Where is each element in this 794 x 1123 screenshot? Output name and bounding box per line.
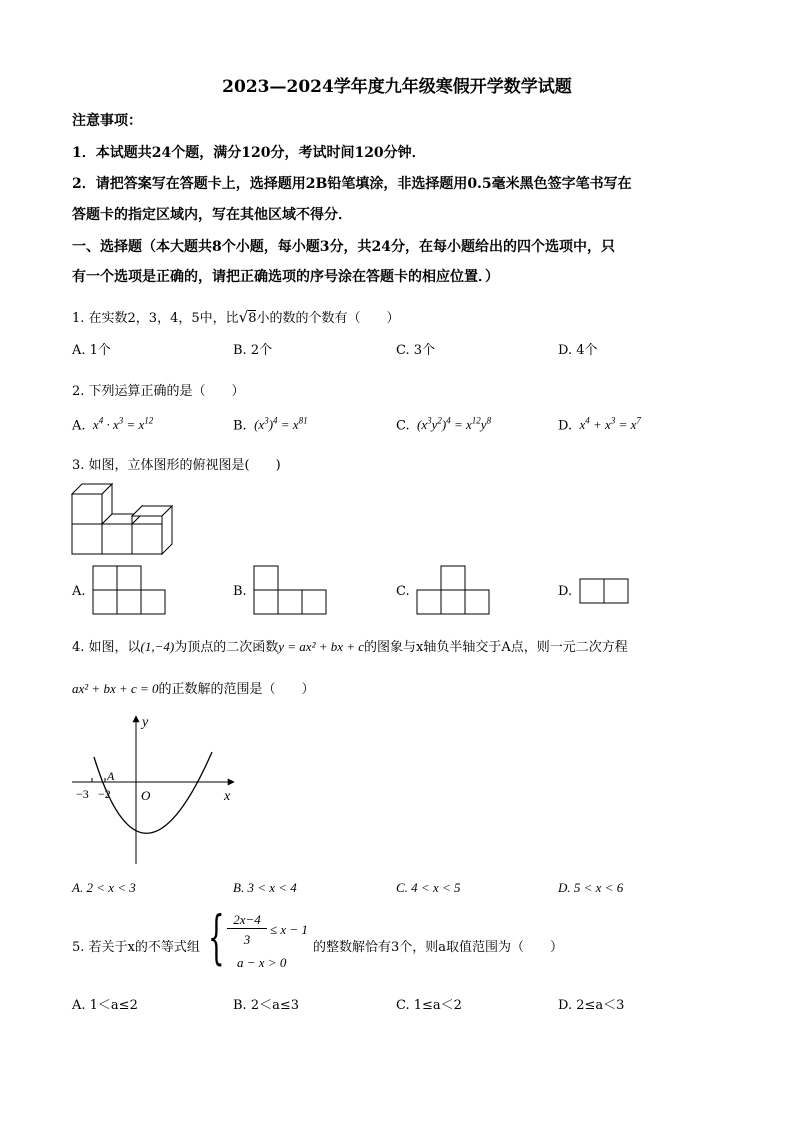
q1-option-b[interactable]: B. 2个	[233, 343, 273, 358]
question-1-radicand: 8	[248, 311, 257, 326]
q5-ineq1-denominator: 3	[243, 932, 251, 947]
q4-equation: ax² + bx + c = 0	[72, 681, 159, 696]
q5-option-a[interactable]: A. 1＜a≤2	[72, 998, 138, 1013]
sqrt-symbol: √	[238, 308, 249, 326]
cube-front-face	[72, 494, 102, 524]
page-title: 2023—2024学年度九年级寒假开学数学试题	[222, 77, 572, 97]
q1-option-c[interactable]: C. 3个	[396, 343, 436, 358]
q2-option-a[interactable]	[72, 416, 153, 433]
q2-option-a-label: A.	[72, 418, 86, 434]
question-4-line-2	[72, 678, 315, 697]
q2-option-b-expr: $(x^3)^4 = x^{81}$	[250, 416, 308, 433]
question-3: 3. 如图，立体图形的俯视图是( )	[72, 458, 281, 473]
q2-option-d-expr: $x^4 + x^3 = x^7$	[576, 416, 641, 433]
q2-option-c-label: C.	[396, 418, 410, 434]
q4-line1-suffix: 的图象与x轴负半轴交于A点，则一元二次方程	[364, 640, 628, 655]
q5-option-b[interactable]: B. 2＜a≤3	[233, 998, 300, 1013]
section-1-line-1: 一、选择题（本大题共8个小题，每小题3分，共24分，在每小题给出的四个选项中，只	[72, 239, 615, 255]
q1-option-d[interactable]: D. 4个	[558, 343, 598, 358]
q3-option-a-figure	[93, 566, 167, 616]
tick-label-neg3: −3	[76, 787, 89, 801]
cube-front-face	[132, 524, 162, 554]
cube-front-face	[102, 524, 132, 554]
question-1-prefix: 1. 在实数2，3，4，5中，比	[72, 311, 239, 326]
q5-suffix: 的整数解恰有3个，则a取值范围为（ ）	[313, 940, 564, 955]
tick-label-neg2: −2	[98, 787, 111, 801]
q4-option-a[interactable]: A. 2 < x < 3	[72, 880, 136, 895]
q3-option-b-figure	[254, 566, 328, 616]
q3-option-b[interactable]: B.	[233, 584, 247, 599]
q3-option-c-figure	[417, 566, 491, 616]
q3-solid-figure	[72, 480, 182, 560]
q2-option-b-label: B.	[233, 418, 247, 434]
q5-option-c[interactable]: C. 1≤a＜2	[396, 998, 462, 1013]
q4-line2-suffix: 的正数解的范围是（ ）	[158, 682, 315, 697]
q2-option-b[interactable]	[233, 416, 308, 433]
notes-item-1: 1．本试题共24个题，满分120分，考试时间120分钟．	[72, 145, 426, 161]
q5-option-d[interactable]: D. 2≤a＜3	[558, 998, 625, 1013]
q4-mid: 为顶点的二次函数	[174, 640, 279, 655]
q5-ineq1-numerator: 2x−4	[227, 912, 267, 929]
question-4-line-1	[72, 636, 628, 655]
q4-option-b[interactable]: B. 3 < x < 4	[233, 880, 297, 895]
left-brace: {	[208, 903, 225, 971]
q4-prefix: 4. 如图，以	[72, 640, 141, 655]
q2-option-c[interactable]	[396, 416, 491, 433]
q4-option-d[interactable]: D. 5 < x < 6	[558, 880, 624, 895]
parabola-curve	[94, 752, 212, 833]
section-1-line-2: 有一个选项是正确的，请把正确选项的序号涂在答题卡的相应位置．）	[72, 269, 499, 285]
question-1-suffix: 小的数的个数有（ ）	[256, 311, 400, 326]
cube-front-face	[72, 524, 102, 554]
notes-heading: 注意事项：	[72, 113, 142, 129]
notes-item-2-line-2: 答题卡的指定区域内，写在其他区域不得分．	[72, 207, 352, 223]
q3-option-d[interactable]: D.	[558, 584, 573, 599]
q5-ineq1-rhs: ≤ x − 1	[270, 922, 308, 937]
q2-option-a-expr: $x^4 \cdot x^3 = x^{12}$	[89, 416, 154, 433]
q3-option-c[interactable]: C.	[396, 584, 410, 599]
q3-option-a[interactable]: A.	[72, 584, 86, 599]
q4-option-c[interactable]: C. 4 < x < 5	[396, 880, 461, 895]
q4-vertex: (1,−4)	[140, 639, 175, 654]
q3-option-d-figure	[580, 579, 632, 605]
q5-ineq2: a − x > 0	[237, 955, 287, 970]
q4-parabola-graph	[72, 712, 242, 872]
y-axis-label: y	[142, 715, 149, 730]
q2-option-c-expr: $(x^3y^2)^4 = x^{12}y^8$	[413, 416, 492, 433]
point-a-label: A	[107, 769, 115, 783]
q2-option-d-label: D.	[558, 418, 573, 434]
notes-item-2-line-1: 2．请把答案写在答题卡上，选择题用2B铅笔填涂，非选择题用0.5毫米黑色签字笔书写在	[72, 176, 632, 192]
question-1	[72, 307, 399, 326]
question-2: 2. 下列运算正确的是（ ）	[72, 384, 245, 399]
origin-label: O	[141, 788, 151, 803]
q5-prefix: 5. 若关于x的不等式组	[72, 940, 200, 955]
q1-option-a[interactable]: A. 1个	[72, 343, 111, 358]
q4-function: y = ax² + bx + c	[278, 639, 365, 654]
x-axis-label: x	[224, 789, 231, 804]
q2-option-d[interactable]	[558, 416, 641, 433]
